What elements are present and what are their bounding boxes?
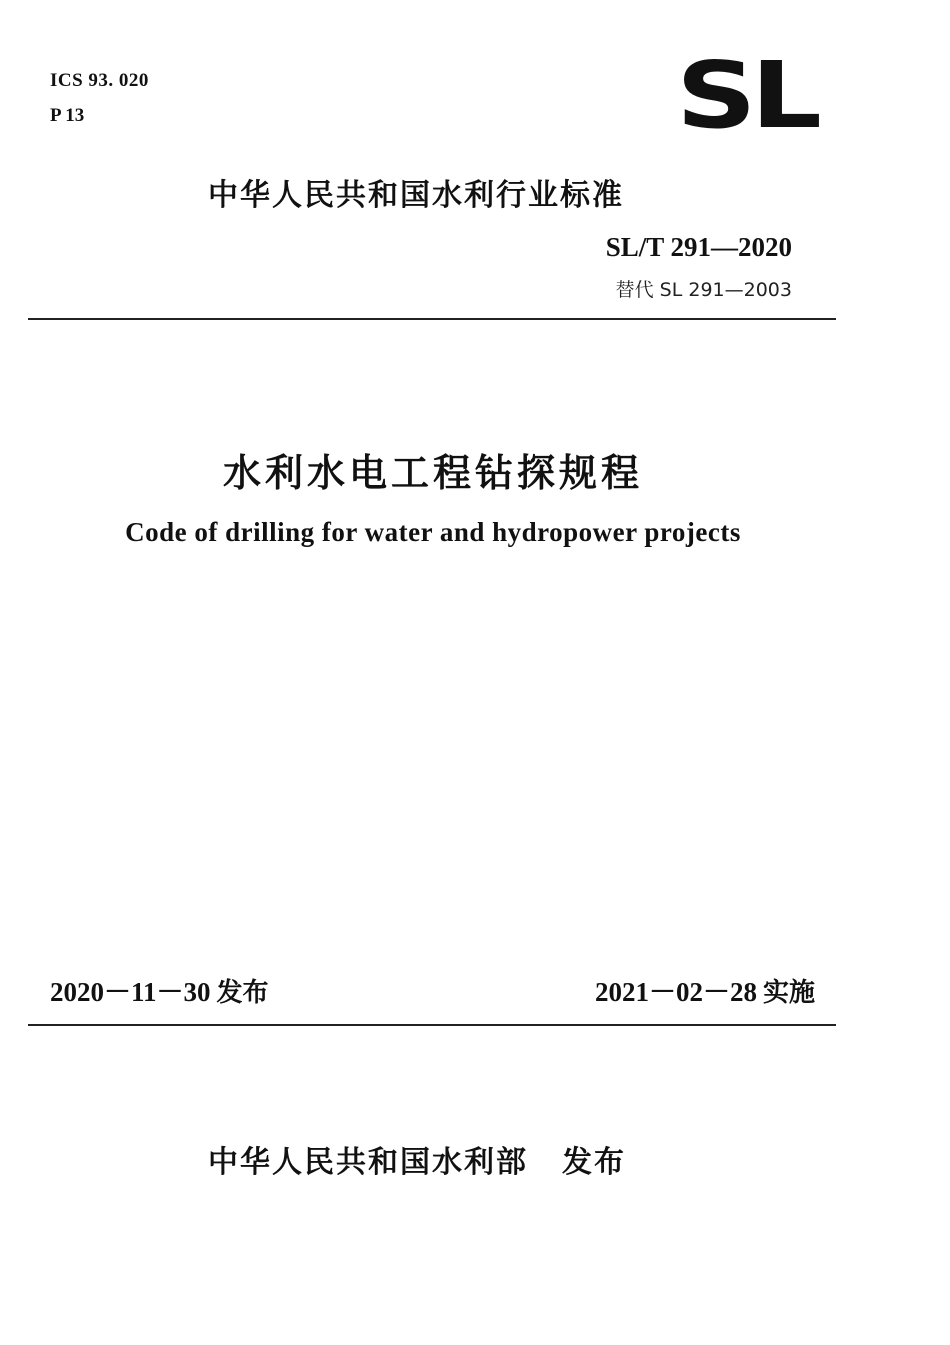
implementation-label: 实施 — [762, 978, 815, 1008]
publisher-name: 中华人民共和国水利部 — [208, 1145, 528, 1180]
issue-date: 2020－11－30 — [50, 977, 211, 1007]
replaced-standard: 替代 SL 291—2003 — [615, 279, 792, 301]
standard-number: SL/T 291—2020 — [605, 232, 792, 262]
implementation-date: 2021－02－28 — [594, 977, 757, 1007]
ics-code: ICS 93. 020 — [50, 70, 149, 91]
p-classification-code: P 13 — [50, 105, 85, 126]
issue-date-line — [50, 970, 269, 1009]
bottom-divider — [28, 1024, 836, 1026]
top-divider — [28, 318, 836, 320]
title-chinese: 水利水电工程钻探规程 — [222, 451, 643, 495]
publisher-action: 发布 — [562, 1145, 626, 1180]
implementation-date-line — [595, 970, 815, 1009]
sl-logo: SL — [676, 42, 817, 150]
title-english: Code of drilling for water and hydropower projects — [125, 517, 741, 547]
issue-label: 发布 — [216, 978, 269, 1008]
publisher-line — [208, 1137, 626, 1181]
standard-category: 中华人民共和国水利行业标准 — [208, 178, 624, 213]
